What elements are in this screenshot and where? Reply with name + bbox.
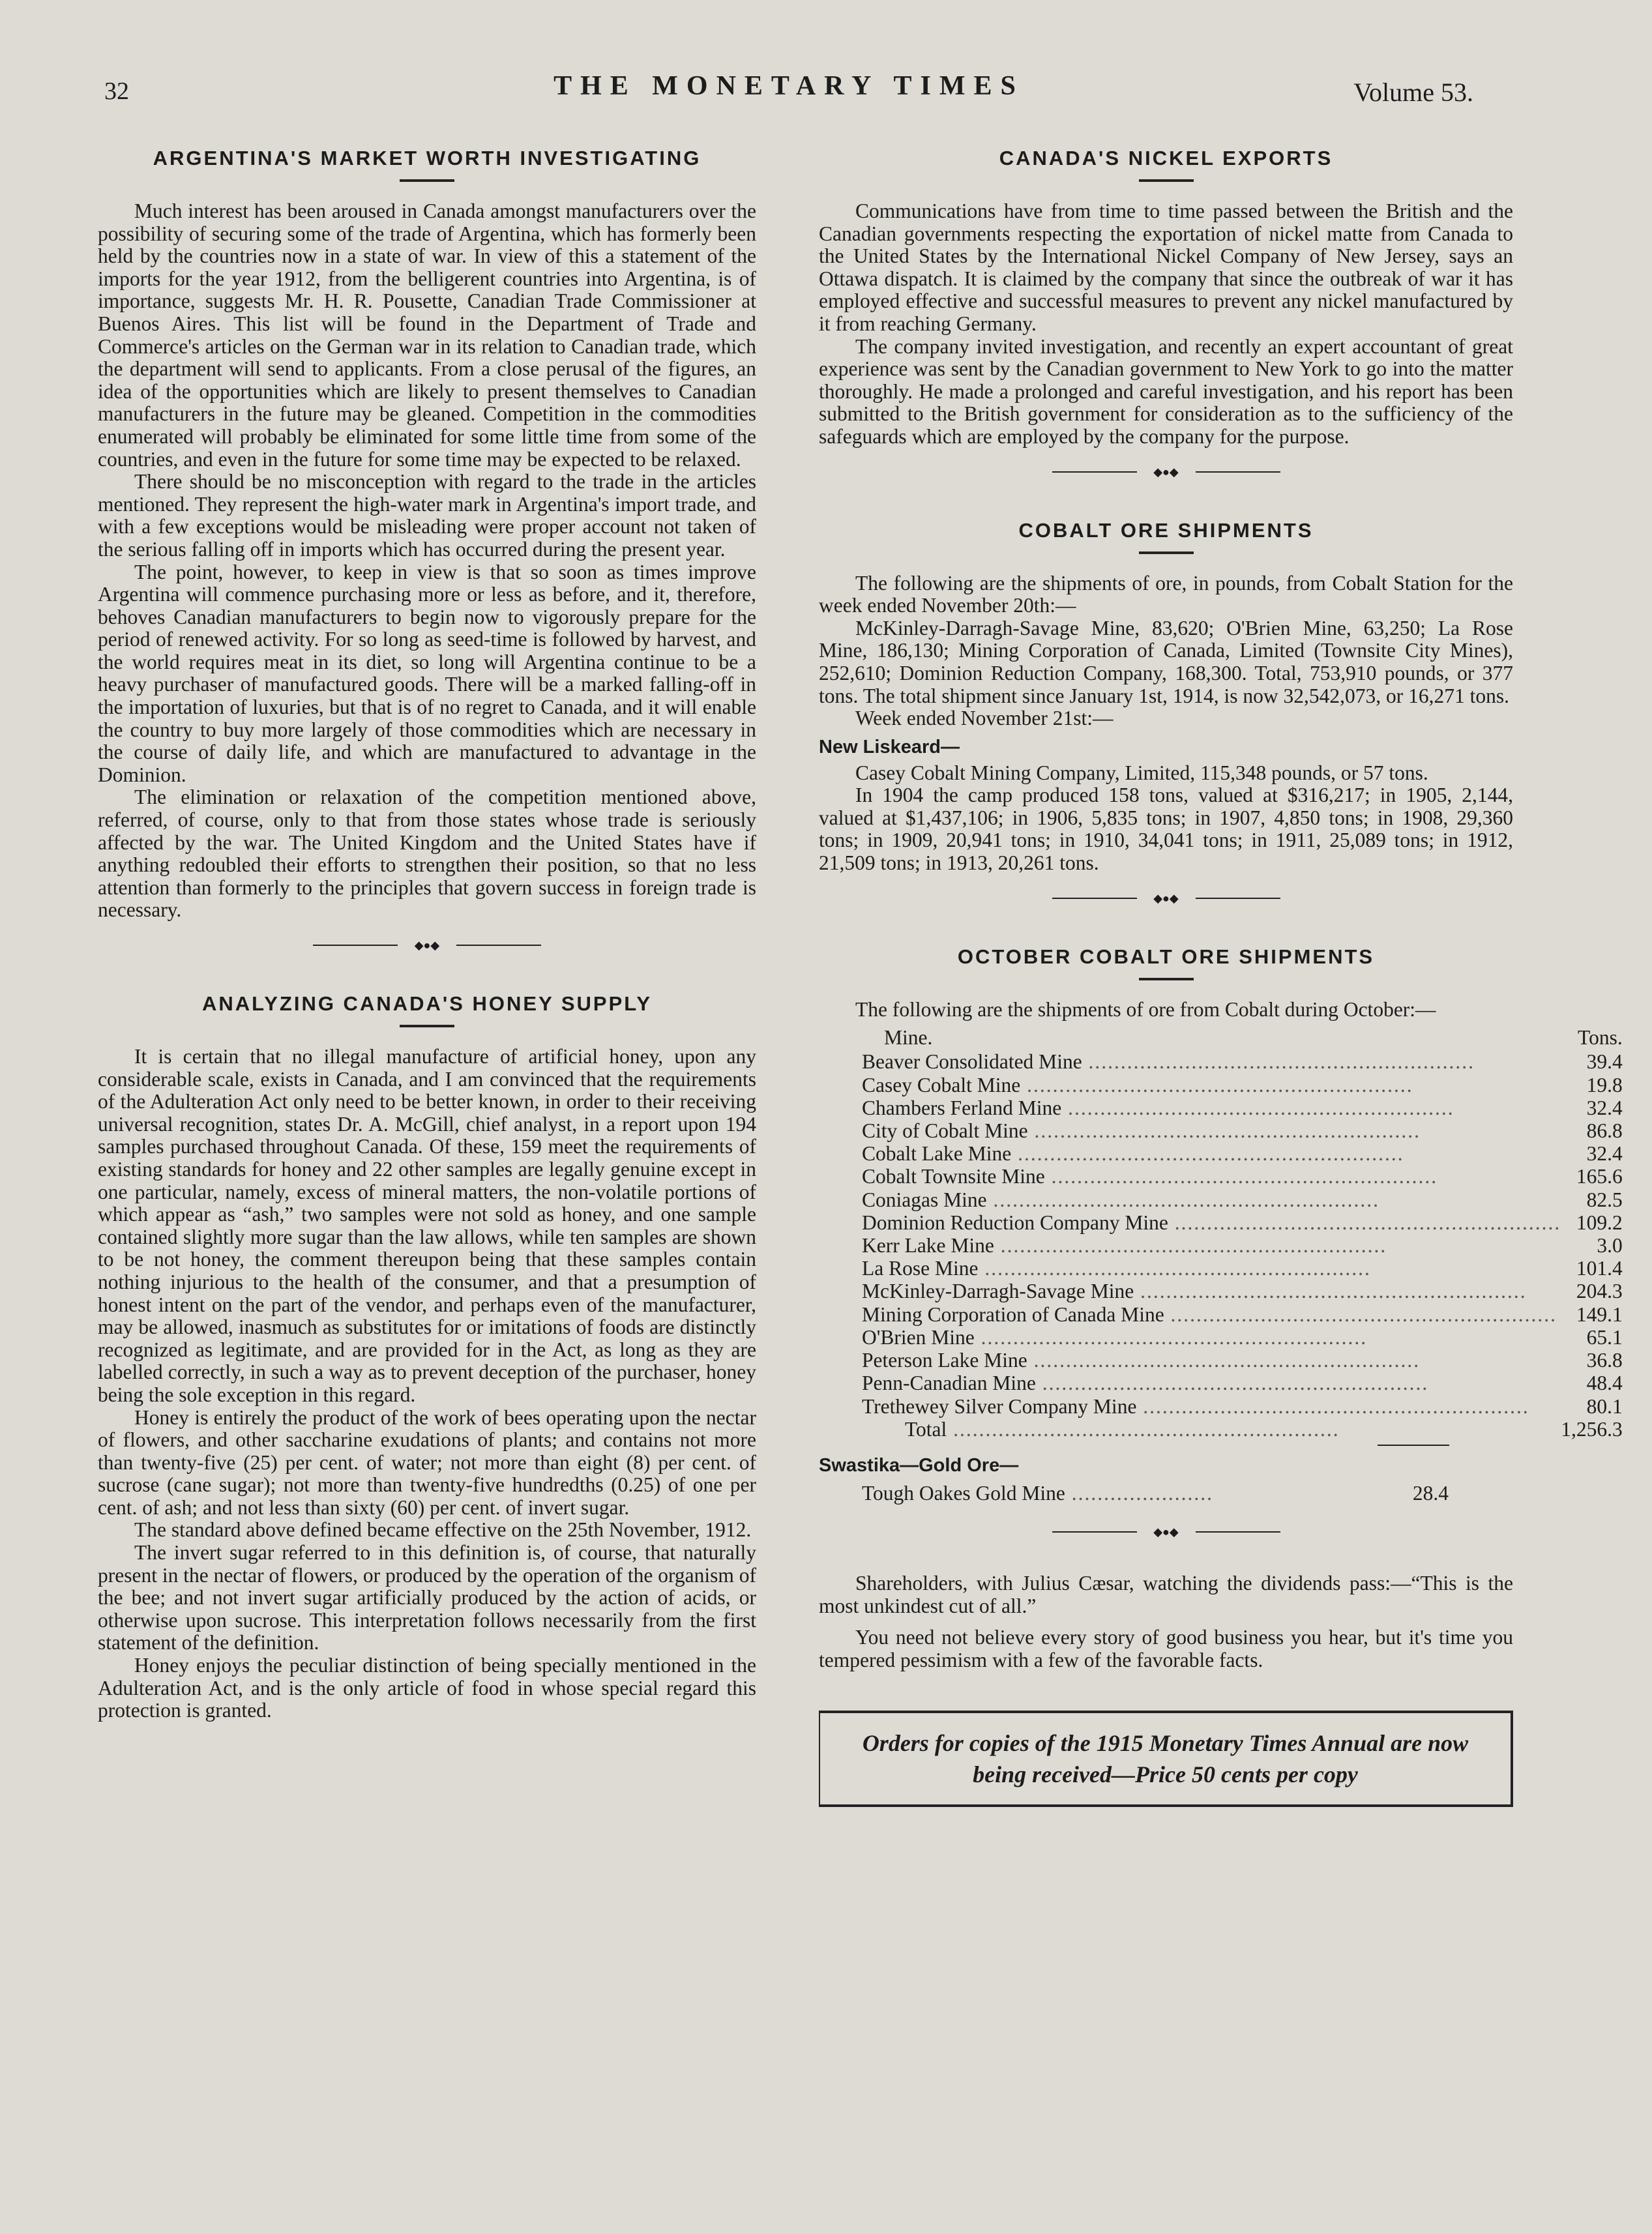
article-title: COBALT ORE SHIPMENTS [1018, 518, 1314, 542]
page-number: 32 [104, 78, 129, 105]
mine-name: Casey Cobalt Mine [862, 1073, 1021, 1096]
tons-value: 80.1 [1586, 1394, 1623, 1418]
paragraph: Honey is entirely the product of the work of bees operating upon the nectar of flowers, and other saccharine exudations of plants; and contains not more than twenty-five (25) per cent. of water; not more than eight (8) per cent. of sucrose (cane sugar); not more than twenty-five hundredths (0.25) of one per cent. of ash; and not less than sixty (60) per cent. of invert sugar. [98, 1405, 756, 1519]
tons-value: 32.4 [1586, 1096, 1623, 1119]
mine-name: City of Cobalt Mine [862, 1119, 1028, 1143]
title-rule [400, 179, 454, 182]
paragraph: The company invited investigation, and recently an expert accountant of great experience was sent by the Canadian government to New York to go into the matter thoroughly. He made a prolonged and careful investigation, and his report has been submitted to the British government for consideration as to the sufficiency of the safeguards which are employed by the company for the purpose. [819, 334, 1513, 448]
tons-value: 149.1 [1576, 1302, 1623, 1326]
paragraph: The invert sugar referred to in this definition is, of course, that naturally present in the nectar of flowers, or produced by the operation of the organism of the bee; and not invert sugar artificially produced by the action of acids, or otherwise upon sucrose. This interpretation follows necessarily from the first statement of the definition. [98, 1541, 756, 1654]
publication-title: THE MONETARY TIMES [553, 71, 1024, 101]
table-row: City of Cobalt Mine ............................................................ 86.8 [862, 1119, 1623, 1143]
paragraph: The following are the shipments of ore from Cobalt during October:— [855, 997, 1436, 1021]
ornamental-divider: ◆●◆ [1052, 890, 1280, 906]
paragraph: The point, however, to keep in view is that so soon as times improve Argentina will commence purchasing more or less as before, and it, therefore, behoves Canadian manufacturers to begin now to vigorously prepare for the period of renewed activity. For so long as seed-time is followed by harvest, and the world requires meat in its diet, so long will Argentina continue to be a heavy purchaser of manufactured goods. There will be a marked falling-off in the importation of luxuries, but that is of no regret to Canada, and it will enable the country to buy more largely of those commodities which are necessary in the course of daily life, and which are manufactured to advantage in the Dominion. [98, 560, 756, 786]
paragraph: There should be no misconception with regard to the trade in the articles mentioned. They represent the high-water mark in Argentina's import trade, and with a few exceptions would be misleading were proper account not taken of the serious falling off in imports which has occurred during the present year. [98, 470, 756, 561]
tons-value: 86.8 [1586, 1119, 1623, 1143]
right-column [819, 147, 1623, 1807]
table-row: Coniagas Mine ............................................................ 82.5 [862, 1188, 1623, 1211]
table-row: Tough Oakes Gold Mine ...................... 28.4 [862, 1481, 1449, 1505]
paragraph: It is certain that no illegal manufacture of artificial honey, upon any considerable scale, exists in Canada, and I am convinced that the requirements of the Adulteration Act only need to be better known, in order to their receiving universal recognition, states Dr. A. McGill, chief analyst, in a report upon 194 samples purchased throughout Canada. Of these, 159 meet the requirements of existing standards for honey and 22 other samples are legally genuine except in one particular, namely, excess of mineral matters, the non-volatile portions of which appear as “ash,” two samples were not sold as honey, and one sample contained slightly more sugar than the law allows, while ten samples are shown to be not honey, the comment thereupon being that these samples contain nothing injurious to the health of the consumer, and that a presumption of honest intent on the part of the vendor, and perhaps even of the manufacturer, may be allowed, inasmuch as substitutes for or imitations of foods are distinctly recognized as legitimate, and are provided for in the Act, as long as they are labelled correctly, in such a way as to prevent deception of the purchaser, honey being the sole exception in this regard. [98, 1045, 756, 1406]
article-title: ARGENTINA'S MARKET WORTH INVESTIGATING [153, 147, 701, 169]
column-header-mine: Mine. [884, 1026, 933, 1050]
shipments-table [862, 1026, 1623, 1441]
article-october-cobalt [819, 945, 1623, 1505]
table-row: O'Brien Mine ............................................................ 65.1 [862, 1325, 1623, 1349]
table-row: Cobalt Lake Mine ............................................................ 32.4 [862, 1142, 1623, 1166]
subheading: Swastika—Gold Ore— [819, 1454, 1019, 1476]
table-row: Kerr Lake Mine ............................................................ 3.0 [862, 1234, 1623, 1257]
article-title: ANALYZING CANADA'S HONEY SUPPLY [201, 992, 653, 1015]
article-argentina [98, 147, 756, 922]
paragraph: The standard above defined became effective on the 25th November, 1912. [134, 1518, 752, 1542]
paragraph: Week ended November 21st:— [855, 707, 1114, 730]
mine-name: Cobalt Townsite Mine [862, 1165, 1045, 1188]
paragraph: McKinley-Darragh-Savage Mine, 83,620; O'Brien Mine, 63,250; La Rose Mine, 186,130; Mining Corporation of Canada, Limited (Townsite City Mines), 252,610; Dominion Reduction Company, 168,300. Total, 753,910 pounds, or 377 tons. The total shipment since January 1st, 1914, is now 32,542,073, or 16,271 tons. [819, 616, 1513, 707]
left-column [98, 147, 756, 1722]
table-row: Dominion Reduction Company Mine ............................................................ 109.2 [862, 1211, 1623, 1234]
mine-name: Penn-Canadian Mine [862, 1372, 1036, 1395]
paragraph: Casey Cobalt Mining Company, Limited, 115,348 pounds, or 57 tons. [855, 761, 1428, 784]
table-row: McKinley-Darragh-Savage Mine ............................................................ 204.3 [862, 1280, 1623, 1303]
mine-name: Beaver Consolidated Mine [862, 1050, 1082, 1074]
table-row: Penn-Canadian Mine ............................................................ 48.4 [862, 1372, 1623, 1395]
tons-value: 48.4 [1586, 1372, 1623, 1395]
paragraph: Communications have from time to time passed between the British and the Canadian governments respecting the exportation of nickel matte from Canada to the United States by the International Nickel Company of New Jersey, says an Ottawa dispatch. It is claimed by the company that since the outbreak of war it has employed effective and successful measures to prevent any nickel manufactured by it from reaching Germany. [819, 199, 1513, 335]
tons-value: 204.3 [1576, 1280, 1623, 1303]
total-label: Total [905, 1417, 947, 1441]
mine-name: Dominion Reduction Company Mine [862, 1211, 1168, 1234]
total-row: Total ............................................................ 1,256.3 [905, 1417, 1623, 1441]
tons-value: 82.5 [1586, 1188, 1623, 1211]
table-row: Cobalt Townsite Mine ............................................................ 165.6 [862, 1165, 1623, 1188]
article-title: CANADA'S NICKEL EXPORTS [999, 147, 1333, 169]
tons-value: 39.4 [1586, 1050, 1623, 1074]
tons-value: 109.2 [1576, 1211, 1623, 1234]
ornamental-divider: ◆●◆ [1052, 464, 1280, 480]
article-honey [98, 992, 756, 1722]
table-row: Mining Corporation of Canada Mine ............................................................ 149.1 [862, 1302, 1623, 1326]
mine-name: Cobalt Lake Mine [862, 1142, 1012, 1166]
paragraph: Much interest has been aroused in Canada amongst manufacturers over the possibility of securing some of the trade of Argentina, which has formerly been held by the countries now in a state of war. In view of this a statement of the imports for the year 1912, from the belligerent countries into Argentina, is of importance, suggests Mr. H. R. Pousette, Canadian Trade Commissioner at Buenos Aires. This list will be found in the Department of Trade and Commerce's articles on the German war in its relation to Canadian trade, which the department will send to applicants. From a close perusal of the figures, an idea of the opportunities which are likely to present themselves to Canadian manufacturers in the future may be gleaned. Competition in the commodities enumerated will probably be eliminated for some little time from some of the countries, and even in the future for some time may be expected to be relaxed. [98, 199, 756, 471]
mine-name: Mining Corporation of Canada Mine [862, 1302, 1164, 1326]
volume-number: Volume 53. [1353, 78, 1473, 107]
mine-name: Chambers Ferland Mine [862, 1096, 1062, 1119]
tons-value: 19.8 [1586, 1073, 1623, 1096]
mine-name: O'Brien Mine [862, 1325, 975, 1349]
title-rule [400, 1025, 454, 1027]
tons-value: 36.8 [1586, 1349, 1623, 1372]
table-header-row [862, 1026, 1623, 1050]
annual-notice-box [819, 1711, 1513, 1807]
running-head [104, 70, 1473, 116]
mine-name: Tough Oakes Gold Mine [862, 1481, 1065, 1505]
table-row: La Rose Mine ............................................................ 101.4 [862, 1257, 1623, 1280]
paragraph: Honey enjoys the peculiar distinction of being specially mentioned in the Adulteration Act, and is the only article of food in whose special regard this protection is granted. [98, 1654, 756, 1722]
table-row: Chambers Ferland Mine ............................................................ 32.4 [862, 1096, 1623, 1119]
mine-name: La Rose Mine [862, 1257, 979, 1280]
tons-value: 28.4 [1412, 1481, 1449, 1505]
table-row: Trethewey Silver Company Mine ............................................................ 80.1 [862, 1394, 1623, 1418]
total-tons: 1,256.3 [1561, 1417, 1623, 1441]
mine-name: Trethewey Silver Company Mine [862, 1394, 1137, 1418]
tons-value: 101.4 [1576, 1257, 1623, 1280]
tons-value: 165.6 [1576, 1165, 1623, 1188]
tons-value: 32.4 [1586, 1142, 1623, 1166]
filler-paragraph: Shareholders, with Julius Cæsar, watching the dividends pass:—“This is the most unkindest cut of all.” [819, 1572, 1513, 1617]
title-rule [1139, 551, 1194, 554]
paragraph: The following are the shipments of ore, in pounds, from Cobalt Station for the week ended November 20th:— [819, 571, 1513, 617]
total-rule [1378, 1445, 1449, 1446]
paragraph: The elimination or relaxation of the competition mentioned above, referred, of course, only to that from those states whose trade is seriously affected by the war. The United Kingdom and the United States have if anything redoubled their efforts to strengthen their position, so that no less attention than formerly to the principles that govern success in foreign trade is necessary. [98, 786, 756, 922]
tons-value: 65.1 [1586, 1325, 1623, 1349]
paragraph: In 1904 the camp produced 158 tons, valued at $316,217; in 1905, 2,144, valued at $1,437,106; in 1906, 5,835 tons; in 1907, 4,850 tons; in 1908, 29,360 tons; in 1909, 20,941 tons; in 1910, 34,041 tons; in 1911, 25,089 tons; in 1912, 21,509 tons; in 1913, 20,261 tons. [819, 784, 1513, 875]
article-nickel [819, 147, 1513, 448]
subheading: New Liskeard— [819, 736, 960, 757]
ornamental-divider: ◆●◆ [313, 937, 541, 953]
title-rule [1139, 179, 1194, 182]
tons-value: 3.0 [1597, 1234, 1623, 1257]
table-row: Beaver Consolidated Mine ............................................................ 39.4 [862, 1050, 1623, 1074]
filler-paragraph: You need not believe every story of good business you hear, but it's time you tempered pessimism with a few of the favorable facts. [819, 1626, 1513, 1671]
column-header-tons: Tons. [1578, 1026, 1623, 1050]
mine-name: Coniagas Mine [862, 1188, 987, 1211]
mine-name: Kerr Lake Mine [862, 1234, 994, 1257]
article-title: OCTOBER COBALT ORE SHIPMENTS [957, 945, 1375, 968]
title-rule [1139, 978, 1194, 980]
table-row: Peterson Lake Mine ............................................................ 36.8 [862, 1349, 1623, 1372]
mine-name: McKinley-Darragh-Savage Mine [862, 1280, 1134, 1303]
annual-notice: Orders for copies of the 1915 Monetary Times Annual are now being received—Price 50 cents per copy [862, 1730, 1469, 1788]
table-row: Casey Cobalt Mine ............................................................ 19.8 [862, 1073, 1623, 1096]
ornamental-divider: ◆●◆ [1052, 1524, 1280, 1540]
mine-name: Peterson Lake Mine [862, 1349, 1027, 1372]
swastika-table [862, 1482, 1449, 1505]
article-cobalt [819, 519, 1513, 875]
